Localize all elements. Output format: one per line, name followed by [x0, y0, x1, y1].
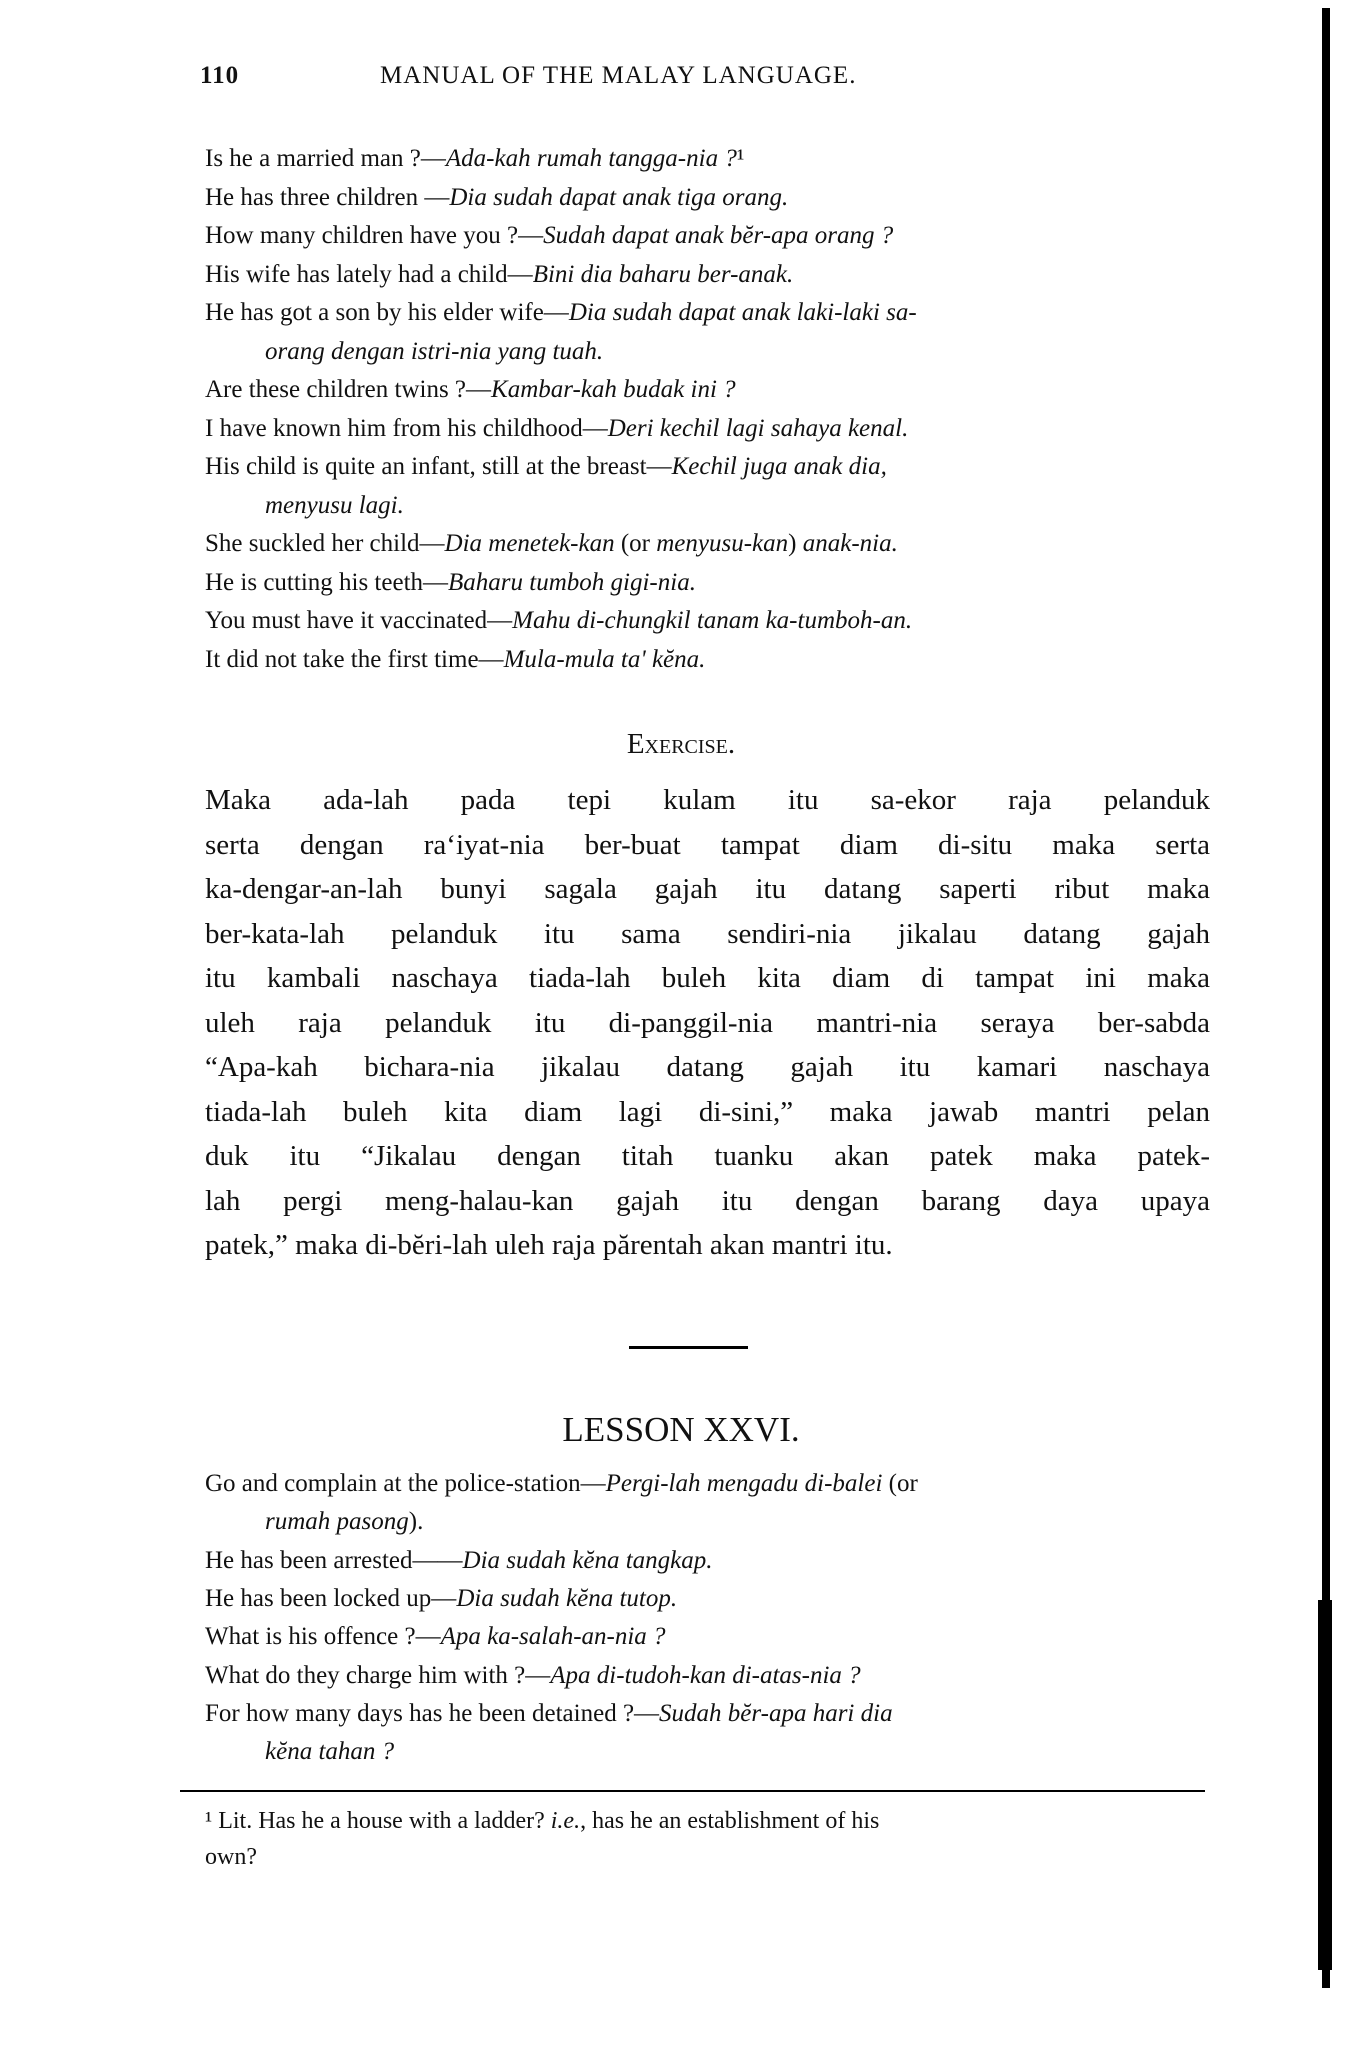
- text-line: [205, 453, 887, 481]
- text-line: [205, 299, 917, 327]
- malay-text: Sudah dapat anak bĕr-apa orang ?: [543, 222, 894, 249]
- malay-text: orang dengan istri-nia yang tuah.: [265, 337, 604, 365]
- english-text: ).: [408, 1508, 424, 1536]
- exercise-line: lah pergi meng-halau-kan gajah itu dengan barang daya upaya: [205, 1184, 1210, 1217]
- text-line: [205, 1662, 861, 1690]
- footnote-rule: [180, 1790, 1205, 1792]
- lesson-heading: LESSON XXVI.: [562, 1410, 800, 1449]
- english-text: His child is quite an infant, still at the breast—: [205, 453, 672, 480]
- malay-text: Bini dia baharu ber-anak.: [532, 260, 794, 288]
- text-line: [265, 1738, 394, 1766]
- english-text: Is he a married man ?—: [205, 145, 446, 172]
- page-edge-shadow-thick: [1318, 1600, 1332, 1970]
- english-text: How many children have you ?—: [205, 222, 544, 249]
- page-number: 110: [200, 62, 240, 89]
- malay-text: Kambar-kah budak ini ?: [491, 376, 736, 403]
- text-line: [205, 376, 736, 404]
- exercise-line: Maka ada-lah pada tepi kulam itu sa-ekor raja pelanduk: [205, 784, 1210, 816]
- malay-text: Dia sudah kĕna tutop.: [456, 1584, 678, 1612]
- english-text: (or: [882, 1470, 918, 1497]
- text-line: [265, 492, 404, 520]
- exercise-line: ka-dengar-an-lah bunyi sagala gajah itu datang saperti ribut maka: [205, 873, 1210, 905]
- text-line: [205, 1623, 666, 1651]
- exercise-line: tiada-lah buleh kita diam lagi di-sini,” maka jawab mantri pelan: [205, 1095, 1210, 1128]
- text-line: [205, 145, 744, 173]
- malay-text: anak-nia.: [802, 530, 898, 557]
- english-text: It did not take the first time—: [205, 645, 504, 673]
- text-line: [205, 222, 893, 250]
- text-line: [205, 1808, 879, 1835]
- text-line: [205, 261, 793, 289]
- english-text: ): [788, 530, 803, 557]
- malay-text: Dia sudah dapat anak tiga orang.: [449, 183, 789, 211]
- english-text: Go and complain at the police-station—: [205, 1470, 606, 1497]
- text-line: [265, 1508, 423, 1536]
- english-text: own?: [205, 1844, 257, 1870]
- text-line: [205, 607, 912, 635]
- malay-text: rumah pasong: [265, 1508, 409, 1536]
- english-text: (or: [614, 530, 657, 557]
- exercise-line: patek,” maka di-bĕri-lah uleh raja părentah akan mantri itu.: [205, 1229, 893, 1261]
- text-line: [205, 415, 908, 443]
- english-text: He has been arrested——: [205, 1546, 463, 1574]
- exercise-line: uleh raja pelanduk itu di-panggil-nia mantri-nia seraya ber-sabda: [205, 1006, 1210, 1039]
- running-title: MANUAL OF THE MALAY LANGUAGE.: [380, 62, 857, 89]
- english-text: What do they charge him with ?—: [205, 1661, 551, 1689]
- malay-text: Sudah bĕr-apa hari dia: [659, 1699, 893, 1727]
- english-text: He has been locked up—: [205, 1584, 457, 1612]
- malay-text: Apa di-tudoh-kan di-atas-nia ?: [550, 1661, 861, 1689]
- english-text: ¹ Lit. Has he a house with a ladder?: [205, 1808, 551, 1834]
- malay-text: Ada-kah rumah tangga-nia ?: [445, 145, 737, 172]
- malay-text: Baharu tumboh gigi-nia.: [448, 568, 696, 596]
- malay-text: Mahu di-chungkil tanam ka-tumboh-an.: [512, 607, 913, 634]
- text-line: [205, 569, 696, 597]
- malay-text: Dia sudah kĕna tangkap.: [462, 1546, 713, 1574]
- exercise-line: ber-kata-lah pelanduk itu sama sendiri-nia jikalau datang gajah: [205, 917, 1210, 950]
- text-line: [205, 530, 898, 558]
- text-line: [205, 1585, 677, 1613]
- malay-text: kĕna tahan ?: [265, 1738, 395, 1766]
- text-line: [205, 1547, 713, 1575]
- exercise-line: serta dengan ra‘iyat-nia ber-buat tampat diam di-situ maka serta: [205, 828, 1210, 861]
- exercise-heading: Exercise.: [626, 728, 736, 760]
- english-text: His wife has lately had a child—: [205, 260, 533, 288]
- english-text: She suckled her child—: [205, 530, 445, 557]
- text-line: [205, 184, 788, 212]
- section-divider: [629, 1346, 748, 1349]
- english-text: For how many days has he been detained ?—: [205, 1699, 660, 1727]
- malay-text: Pergi-lah mengadu di-balei: [605, 1470, 883, 1497]
- text-line: [205, 1470, 918, 1498]
- english-text: I have known him from his childhood—: [205, 414, 608, 442]
- english-text: He is cutting his teeth—: [205, 568, 449, 596]
- english-text: Are these children twins ?—: [205, 376, 492, 403]
- text-line: [205, 1844, 257, 1871]
- english-text: You must have it vaccinated—: [205, 607, 513, 634]
- text-line: [205, 1700, 893, 1728]
- text-line: [265, 338, 603, 366]
- malay-text: Dia menetek-kan: [444, 530, 615, 557]
- exercise-line: “Apa-kah bichara-nia jikalau datang gajah itu kamari naschaya: [205, 1051, 1210, 1083]
- english-text: He has three children —: [205, 183, 450, 211]
- malay-text: menyusu-kan: [656, 530, 789, 557]
- malay-text: Apa ka-salah-an-nia ?: [440, 1623, 666, 1651]
- malay-text: menyusu lagi.: [265, 491, 404, 519]
- english-text: What is his offence ?—: [205, 1623, 441, 1651]
- english-text: He has got a son by his elder wife—: [205, 299, 569, 326]
- exercise-line: duk itu “Jikalau dengan titah tuanku akan patek maka patek-: [205, 1140, 1210, 1172]
- english-text: , has he an establishment of his: [580, 1808, 880, 1834]
- malay-text: i.e.: [550, 1808, 581, 1834]
- malay-text: Deri kechil lagi sahaya kenal.: [607, 414, 909, 442]
- exercise-line: itu kambali naschaya tiada-lah buleh kita diam di tampat ini maka: [205, 962, 1210, 994]
- text-line: [205, 646, 705, 674]
- malay-text: Kechil juga anak dia,: [671, 453, 887, 480]
- english-text: ¹: [736, 145, 745, 172]
- malay-text: Mula-mula ta' kĕna.: [503, 645, 706, 673]
- malay-text: Dia sudah dapat anak laki-laki sa-: [568, 299, 917, 326]
